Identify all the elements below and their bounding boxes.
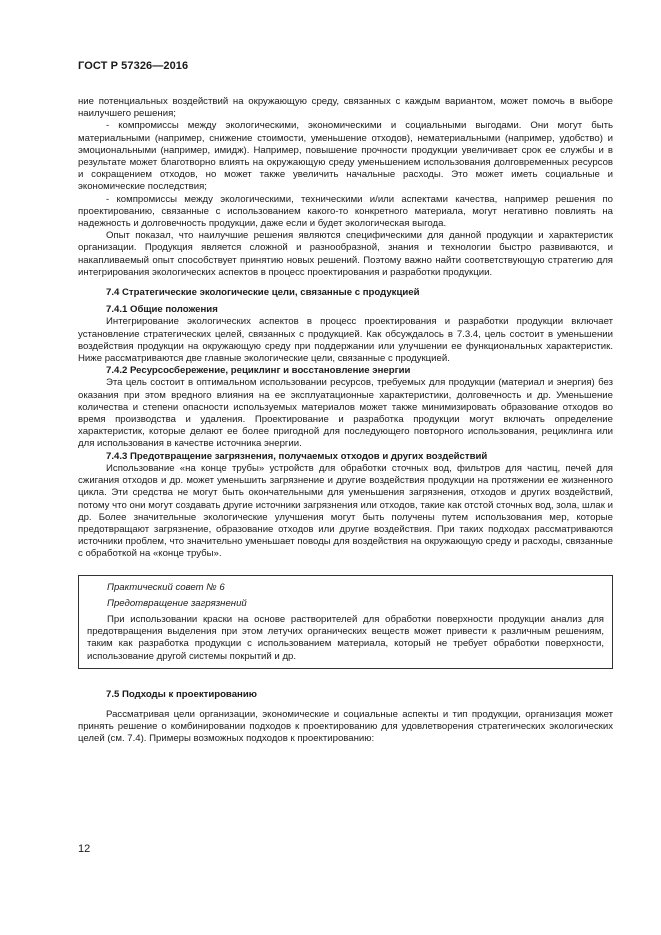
section-heading-7-4-2: 7.4.2 Ресурсосбережение, рециклинг и восстановление энергии <box>106 365 411 377</box>
page-content <box>78 96 613 746</box>
paragraph-experience: Опыт показал, что наилучшие решения являются специфическими для данной продукции и характеристик организации. Продукция является сложной и разнообразной, знания и технологии быстро развиваются, и накапливаемый опыт способствует принятию новых решений. Поэтому важно найти соответствующую стратегию для интегрирования экологических аспектов в процесс проектирования и разработки продукции. <box>78 230 613 278</box>
practical-tip-box <box>78 575 613 669</box>
tip-text: При использовании краски на основе растворителей для обработки поверхности продукции анализ для предотвращения выделения при этом летучих органических веществ может привести к различным решениям, таким как разработка продукции с использованием материала, который не требует обработки поверхности, использование другой системы покрытий и др. <box>87 613 604 662</box>
paragraph-pollution: Использование «на конце трубы» устройств для обработки сточных вод, фильтров для частиц, печей для сжигания отходов и др. может уменьшить загрязнение и другие воздействия продукции на протяжении ее жизненного цикла. Эти средства не могут быть окончательными для уменьшения загрязнения, отходов и других воздействий, потому что они могут создавать другие источники загрязнения или отходов, такие как отстой сточных вод, зола, шлак и др. Более значительные экологические улучшения могут быть получены путем использования мер, которые предотвращают загрязнение, образование отходов или другие воздействия. При таких подходах рассматриваются источники проблем, что значительно уменьшает поводы для воздействия на окружающую среду и расходы, связанные с обработкой на «конце трубы». <box>78 462 613 560</box>
section-heading-7-4-1: 7.4.1 Общие положения <box>106 304 218 316</box>
tip-subtitle: Предотвращение загрязнений <box>107 597 247 609</box>
section-heading-7-4: 7.4 Стратегические экологические цели, связанные с продукцией <box>106 287 420 299</box>
section-heading-7-5: 7.5 Подходы к проектированию <box>106 688 257 700</box>
list-item-tradeoffs-technical: - компромиссы между экологическими, техническими и/или аспектами качества, например решения по проектированию, связанные с использованием какого-то конкретного материала, могут негативно повлиять на надежность и долговечность продукции, даже если и будет экологическая выгода. <box>78 193 613 230</box>
page-number: 12 <box>78 843 91 855</box>
paragraph-resources: Эта цель состоит в оптимальном использовании ресурсов, требуемых для продукции (материал и энергия) без оказания при этом вредного влияния на ее эксплуатационные характеристики, долговечность и др. Уменьшение количества и степени опасности используемых материалов может также минимизировать образование отходов во время производства и удаления. Проектирование и разработка продукции могут включать определение характеристик, которые делают ее более пригодной для последующего повторного использования, рециклинга или для использования в качестве источника энергии. <box>78 377 613 450</box>
list-item-tradeoffs-economic: - компромиссы между экологическими, экономическими и социальными выгодами. Они могут быть материальными (например, снижение стоимости, уменьшение отходов), нематериальными (например, удобство) и эмоциональными (например, имидж). Например, повышение прочности продукции увеличивает срок ее службы и в результате может благотворно влиять на окружающую среду уменьшением использования долговременных ресурсов и сокращением отходов, но может также увеличить начальные расходы. Это может иметь социальные и экономические последствия; <box>78 120 613 193</box>
paragraph-approaches: Рассматривая цели организации, экономические и социальные аспекты и тип продукции, организация может принять решение о комбинировании подходов к проектированию для удовлетворения стратегических экологических целей (см. 7.4). Примеры возможных подходов к проектированию: <box>78 708 613 745</box>
paragraph-continuation: ние потенциальных воздействий на окружающую среду, связанных с каждым вариантом, может помочь в выборе наилучшего решения; <box>78 96 613 120</box>
document-code: ГОСТ Р 57326—2016 <box>78 60 189 72</box>
tip-title: Практический совет № 6 <box>107 581 225 593</box>
section-heading-7-4-3: 7.4.3 Предотвращение загрязнения, получаемых отходов и других воздействий <box>106 450 488 462</box>
paragraph-general: Интегрирование экологических аспектов в процесс проектирования и разработки продукции включает установление стратегических целей, связанных с продукцией. Как обсуждалось в 7.3.4, цель состоит в уменьшении воздействия продукции на окружающую среду при поддержании или улучшении ее функциональных характеристик. Ниже рассматриваются две главные экологические цели, связанные с продукцией. <box>78 316 613 365</box>
